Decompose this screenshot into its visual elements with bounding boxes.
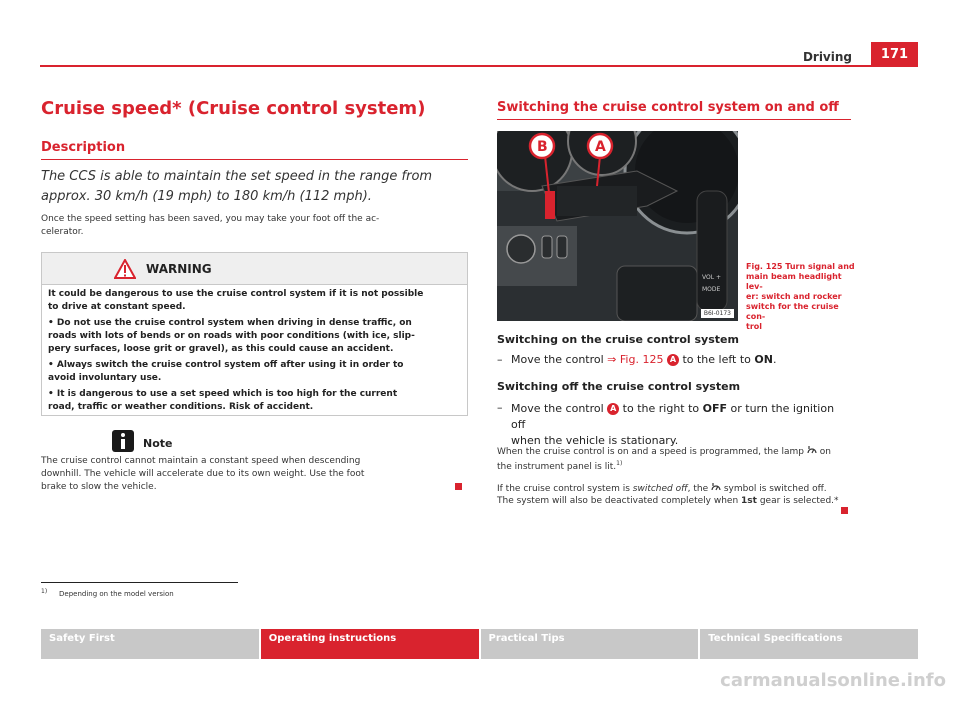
section-title: Driving bbox=[802, 50, 852, 64]
off-label: OFF bbox=[702, 402, 728, 415]
end-square-icon bbox=[841, 507, 848, 514]
watermark: carmanualsonline.info bbox=[720, 670, 946, 691]
footnote-number: 1) bbox=[41, 588, 48, 595]
warning-line: pery surfaces, loose grit or gravel), as this could cause an accident. bbox=[48, 344, 394, 354]
paragraph-bold: 1st bbox=[741, 496, 757, 506]
marker-a: A bbox=[667, 354, 679, 366]
section-heading: Switching the cruise control system on and off bbox=[497, 100, 839, 115]
note-hand-icon bbox=[112, 430, 134, 452]
warning-line: to drive at constant speed. bbox=[48, 302, 186, 312]
section-rule bbox=[497, 119, 851, 120]
figure-reference-link[interactable]: ⇒ Fig. 125 bbox=[607, 353, 664, 366]
warning-line: road, traffic or weather conditions. Risk of accident. bbox=[48, 402, 314, 412]
paragraph-text: , the bbox=[687, 484, 711, 494]
warning-line: It could be dangerous to use the cruise control system if it is not possible bbox=[48, 289, 424, 299]
callout-b: B bbox=[537, 139, 548, 155]
warning-bullet bbox=[48, 388, 461, 414]
warning-header bbox=[42, 253, 467, 285]
lever-mode-label: MODE bbox=[702, 286, 721, 293]
step-text: when the vehicle is stationary. bbox=[511, 434, 679, 447]
figure-code: B6I-0173 bbox=[701, 309, 734, 318]
step-dash: – bbox=[497, 401, 503, 414]
description-heading: Description bbox=[41, 140, 126, 155]
warning-label: WARNING bbox=[146, 262, 212, 276]
description-rule bbox=[41, 159, 468, 160]
footnote-rule bbox=[41, 582, 238, 583]
step-text: Move the control bbox=[511, 353, 608, 366]
paragraph-text: the instrument panel is lit. bbox=[497, 462, 617, 472]
cruise-control-lamp-icon bbox=[711, 484, 721, 494]
warning-line: • Always switch the cruise control system off after using it in order to bbox=[48, 360, 404, 370]
note-line: The cruise control cannot maintain a constant speed when descending bbox=[41, 456, 361, 466]
warning-triangle-icon bbox=[114, 259, 136, 283]
footer-nav bbox=[41, 629, 918, 659]
marker-a: A bbox=[607, 403, 619, 415]
step-text: to the left to bbox=[678, 353, 755, 366]
caption-line: Fig. 125 Turn signal and bbox=[746, 262, 855, 271]
warning-paragraph bbox=[48, 288, 461, 314]
switched-off-paragraph bbox=[497, 482, 852, 507]
note-label: Note bbox=[143, 437, 173, 450]
warning-bullet bbox=[48, 359, 461, 385]
intro-paragraph bbox=[41, 213, 468, 239]
end-square-icon bbox=[455, 483, 462, 490]
cruise-control-lamp-icon bbox=[807, 447, 817, 457]
paragraph-text: symbol is switched off. bbox=[720, 484, 827, 494]
footnote-text: Depending on the model version bbox=[59, 590, 174, 598]
caption-line: switch for the cruise con- bbox=[746, 302, 839, 321]
warning-line: • Do not use the cruise control system when driving in dense traffic, on bbox=[48, 318, 412, 328]
footer-tab-operating-instructions[interactable]: Operating instructions bbox=[261, 629, 479, 659]
note-text bbox=[41, 455, 451, 494]
lever-vol-label: VOL + bbox=[702, 274, 721, 281]
paragraph-line: celerator. bbox=[41, 227, 84, 237]
step-text: Move the control bbox=[511, 402, 608, 415]
warning-box bbox=[41, 252, 468, 416]
figure-image bbox=[497, 131, 738, 321]
page-title: Cruise speed* (Cruise control system) bbox=[41, 98, 426, 119]
footer-tab-safety-first[interactable]: Safety First bbox=[41, 629, 259, 659]
caption-line: er: switch and rocker bbox=[746, 292, 842, 301]
step-switch-on bbox=[511, 353, 776, 366]
on-label: ON bbox=[754, 353, 773, 366]
paragraph-text: If the cruise control system is bbox=[497, 484, 633, 494]
footer-tab-technical-specifications[interactable]: Technical Specifications bbox=[700, 629, 918, 659]
warning-body bbox=[42, 285, 467, 414]
callout-a: A bbox=[595, 139, 606, 155]
note-line: brake to slow the vehicle. bbox=[41, 482, 157, 492]
warning-line: • It is dangerous to use a set speed which is too high for the current bbox=[48, 389, 398, 399]
switch-off-heading: Switching off the cruise control system bbox=[497, 380, 741, 393]
footnote-ref: 1) bbox=[616, 460, 623, 467]
step-text: . bbox=[772, 353, 777, 366]
step-switch-off bbox=[511, 401, 851, 449]
paragraph-emphasis: switched off bbox=[632, 484, 688, 494]
figure-caption bbox=[746, 262, 856, 332]
paragraph-line: Once the speed setting has been saved, you may take your foot off the ac- bbox=[41, 214, 380, 224]
paragraph-text: on bbox=[816, 447, 831, 457]
note-line: downhill. The vehicle will accelerate due to its own weight. Use the foot bbox=[41, 469, 365, 479]
warning-line: avoid involuntary use. bbox=[48, 373, 162, 383]
switch-on-heading: Switching on the cruise control system bbox=[497, 333, 739, 346]
page-number: 171 bbox=[871, 42, 918, 67]
warning-bullet bbox=[48, 317, 461, 356]
paragraph-text: The system will also be deactivated completely when bbox=[497, 496, 742, 506]
lead-line: The CCS is able to maintain the set speed in the range from bbox=[41, 169, 433, 184]
step-text: or turn the ignition off bbox=[511, 402, 835, 431]
header-rule bbox=[40, 65, 918, 67]
caption-line: trol bbox=[746, 322, 763, 331]
lamp-paragraph bbox=[497, 445, 852, 473]
paragraph-text: When the cruise control is on and a speed is programmed, the lamp bbox=[497, 447, 807, 457]
lead-text bbox=[41, 167, 468, 207]
paragraph-text: gear is selected.* bbox=[756, 496, 839, 506]
caption-line: main beam headlight lev- bbox=[746, 272, 842, 291]
step-text: to the right to bbox=[619, 402, 703, 415]
lead-line: approx. 30 km/h (19 mph) to 180 km/h (112 mph). bbox=[41, 189, 372, 204]
warning-line: roads with lots of bends or on roads with poor conditions (with ice, slip- bbox=[48, 331, 415, 341]
step-dash: – bbox=[497, 353, 503, 366]
footer-tab-practical-tips[interactable]: Practical Tips bbox=[481, 629, 699, 659]
